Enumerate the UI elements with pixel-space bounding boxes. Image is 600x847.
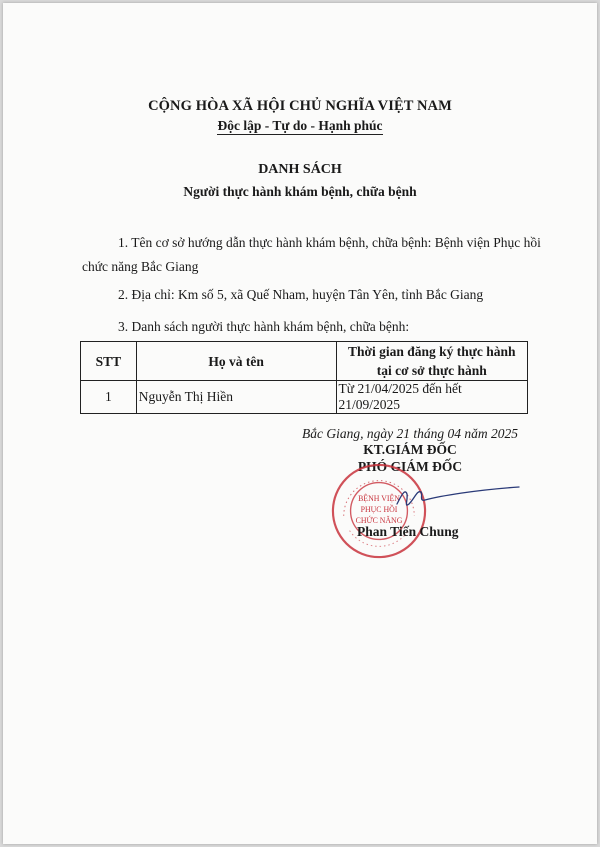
cell-stt: 1 xyxy=(81,381,137,414)
handwritten-signature xyxy=(395,478,520,518)
cell-name: Nguyễn Thị Hiền xyxy=(136,381,336,414)
seal-line-1: BỆNH VIỆN xyxy=(358,494,400,504)
header-name: Họ và tên xyxy=(136,342,336,381)
document-title: DANH SÁCH xyxy=(258,162,342,177)
cell-period: Từ 21/04/2025 đến hết 21/09/2025 xyxy=(336,381,527,414)
motto-text: Độc lập - Tự do - Hạnh phúc xyxy=(217,118,383,133)
signer-name: Phan Tiến Chung xyxy=(357,524,459,539)
practitioner-table xyxy=(80,341,528,414)
header-period: Thời gian đăng ký thực hành tại cơ sở thực hành xyxy=(336,342,527,381)
national-heading: CỘNG HÒA XÃ HỘI CHỦ NGHĨA VIỆT NAM xyxy=(148,98,452,114)
table-header-row xyxy=(81,342,528,381)
seal-line-3: CHỨC NĂNG xyxy=(355,515,403,525)
header-stt: STT xyxy=(81,342,137,381)
signer-title-director: KT.GIÁM ĐỐC xyxy=(363,442,457,457)
facility-name-item: 1. Tên cơ sở hướng dẫn thực hành khám bệnh, chữa bệnh: Bệnh viện Phục hồi chức năng Bắc Giang xyxy=(82,235,541,274)
seal-line-2: PHỤC HỒI xyxy=(360,504,398,514)
list-intro-item: 3. Danh sách người thực hành khám bệnh, chữa bệnh: xyxy=(118,319,410,334)
table-row xyxy=(81,381,528,414)
address-item: 2. Địa chỉ: Km số 5, xã Quế Nham, huyện Tân Yên, tỉnh Bắc Giang xyxy=(118,287,484,302)
signer-title-deputy: PHÓ GIÁM ĐỐC xyxy=(357,459,463,474)
document-subtitle: Người thực hành khám bệnh, chữa bệnh xyxy=(183,184,417,199)
national-motto xyxy=(0,118,600,134)
place-and-date: Bắc Giang, ngày 21 tháng 04 năm 2025 xyxy=(302,426,518,441)
